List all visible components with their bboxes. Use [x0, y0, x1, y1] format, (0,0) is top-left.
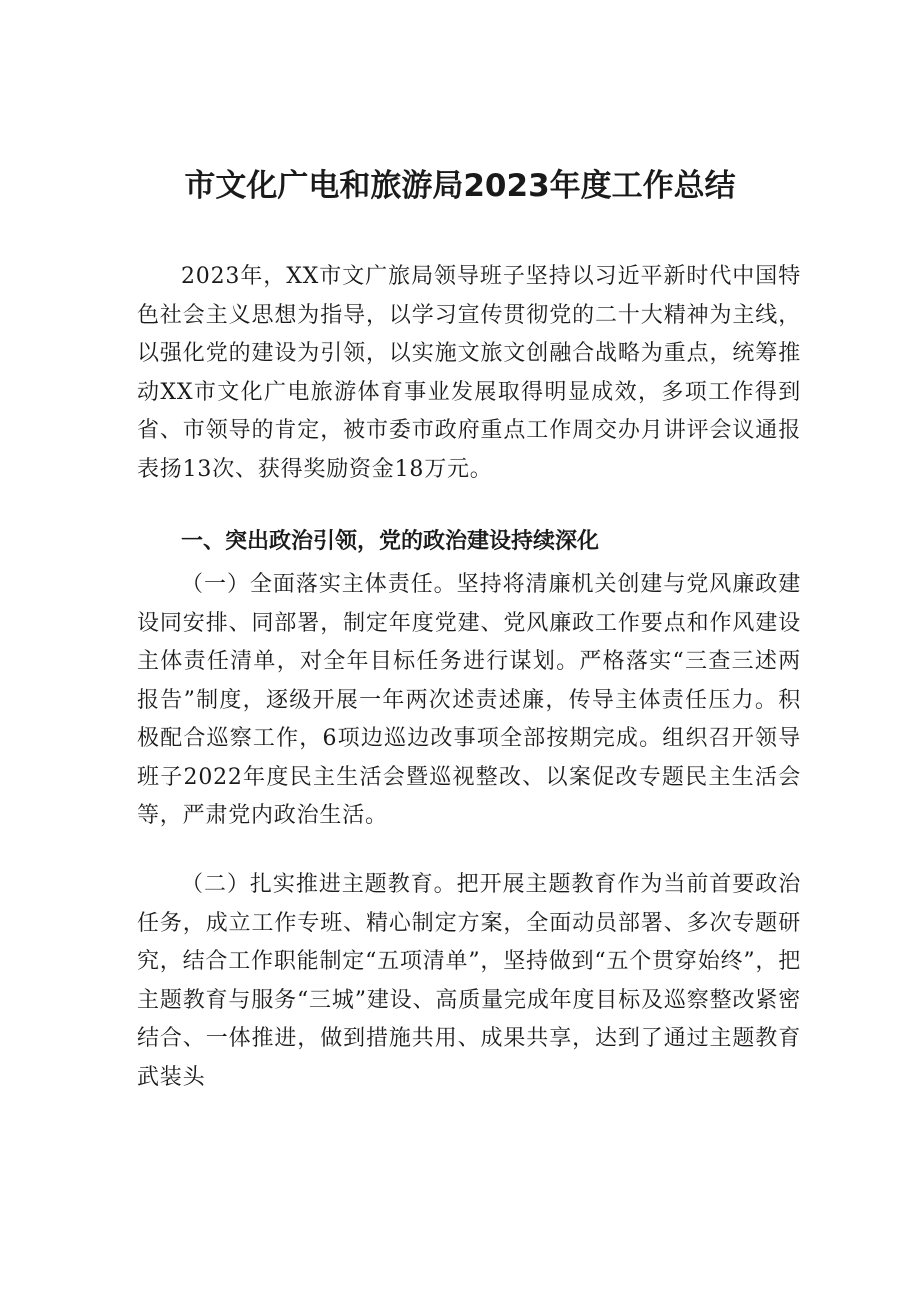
paragraph-responsibility: （一）全面落实主体责任。坚持将清廉机关创建与党风廉政建设同安排、同部署，制定年度党建、党风廉政工作要点和作风建设主体责任清单，对全年目标任务进行谋划。严格落实“三查三述两报告”制度，逐级开展一年两次述责述廉，传导主体责任压力。积极配合巡察工作，6项边巡边改事项全部按期完成。组织召开领导班子2022年度民主生活会暨巡视整改、以案促改专题民主生活会等，严肃党内政治生活。 [137, 572, 801, 828]
intro-paragraph: 2023年，XX市文广旅局领导班子坚持以习近平新时代中国特色社会主义思想为指导，以学习宣传贯彻党的二十大精神为主线，以强化党的建设为引领，以实施文旅文创融合战略为重点，统筹推动XX市文化广电旅游体育事业发展取得明显成效，多项工作得到省、市领导的肯定，被市委市政府重点工作周交办月讲评会议通报表扬13次、获得奖励资金18万元。 [137, 264, 801, 482]
paragraph-theme-education: （二）扎实推进主题教育。把开展主题教育作为当前首要政治任务，成立工作专班、精心制定方案，全面动员部署、多次专题研究，结合工作职能制定“五项清单”，坚持做到“五个贯穿始终”，把主题教育与服务“三城”建设、高质量完成年度目标及巡察整改紧密结合、一体推进，做到措施共用、成果共享，达到了通过主题教育武装头 [137, 872, 801, 1090]
document-title: 市文化广电和旅游局2023年度工作总结 [184, 168, 736, 204]
section-heading: 一、突出政治引领，党的政治建设持续深化 [181, 529, 600, 554]
